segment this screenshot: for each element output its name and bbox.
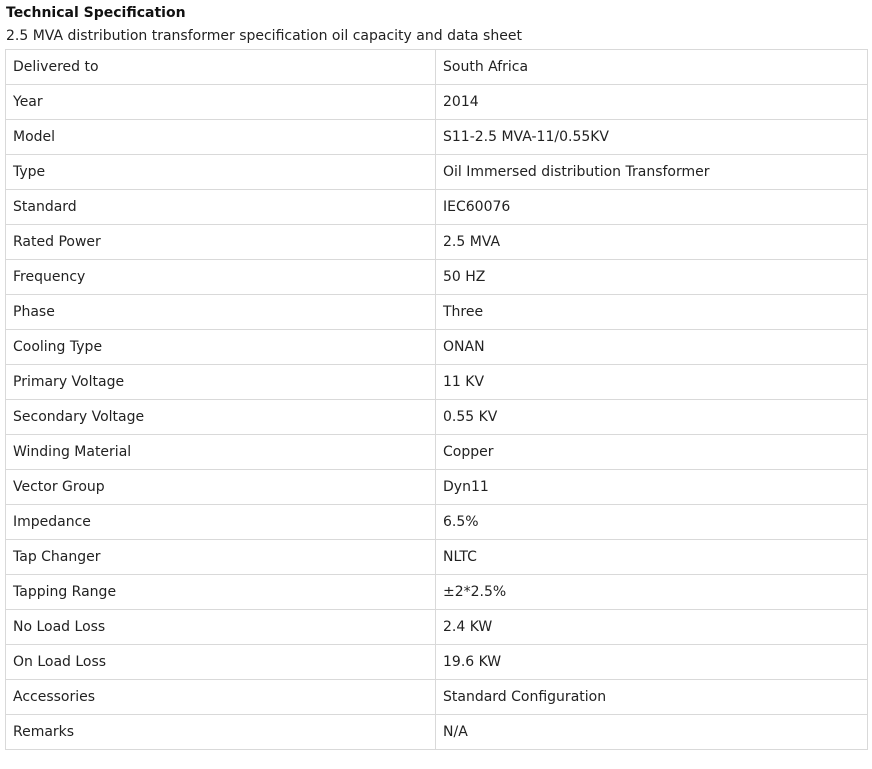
table-row (6, 680, 868, 715)
table-row (6, 190, 868, 225)
table-row (6, 470, 868, 505)
spec-label-cell: Rated Power (6, 225, 436, 260)
table-row (6, 540, 868, 575)
page-subtitle: 2.5 MVA distribution transformer specification oil capacity and data sheet (6, 28, 522, 44)
table-row (6, 260, 868, 295)
spec-label-cell: Tapping Range (6, 575, 436, 610)
spec-value-cell: 19.6 KW (436, 645, 868, 680)
table-row (6, 400, 868, 435)
spec-value-cell: 11 KV (436, 365, 868, 400)
spec-label-cell: Tap Changer (6, 540, 436, 575)
spec-label-cell: Impedance (6, 505, 436, 540)
table-row (6, 575, 868, 610)
spec-label-cell: Cooling Type (6, 330, 436, 365)
spec-label-cell: On Load Loss (6, 645, 436, 680)
spec-label-cell: Secondary Voltage (6, 400, 436, 435)
table-row (6, 715, 868, 750)
table-row (6, 50, 868, 85)
table-row (6, 155, 868, 190)
spec-label-cell: Primary Voltage (6, 365, 436, 400)
table-row (6, 505, 868, 540)
spec-table (5, 49, 868, 750)
table-row (6, 435, 868, 470)
spec-label-cell: No Load Loss (6, 610, 436, 645)
spec-value-cell: 6.5% (436, 505, 868, 540)
spec-value-cell: 50 HZ (436, 260, 868, 295)
spec-value-cell: Standard Configuration (436, 680, 868, 715)
spec-label-cell: Type (6, 155, 436, 190)
spec-label-cell: Phase (6, 295, 436, 330)
table-row (6, 120, 868, 155)
spec-label-cell: Accessories (6, 680, 436, 715)
table-row (6, 645, 868, 680)
spec-value-cell: Copper (436, 435, 868, 470)
spec-value-cell: ±2*2.5% (436, 575, 868, 610)
spec-label-cell: Year (6, 85, 436, 120)
spec-value-cell: S11-2.5 MVA-11/0.55KV (436, 120, 868, 155)
spec-value-cell: South Africa (436, 50, 868, 85)
table-row (6, 295, 868, 330)
table-row (6, 610, 868, 645)
spec-value-cell: IEC60076 (436, 190, 868, 225)
spec-label-cell: Frequency (6, 260, 436, 295)
spec-value-cell: Oil Immersed distribution Transformer (436, 155, 868, 190)
table-row (6, 365, 868, 400)
table-row (6, 330, 868, 365)
spec-value-cell: Three (436, 295, 868, 330)
spec-table-body (6, 50, 868, 750)
spec-label-cell: Delivered to (6, 50, 436, 85)
spec-value-cell: N/A (436, 715, 868, 750)
spec-label-cell: Remarks (6, 715, 436, 750)
spec-label-cell: Winding Material (6, 435, 436, 470)
spec-value-cell: 2014 (436, 85, 868, 120)
page-title: Technical Specification (6, 5, 186, 21)
spec-value-cell: ONAN (436, 330, 868, 365)
spec-label-cell: Model (6, 120, 436, 155)
table-row (6, 225, 868, 260)
spec-value-cell: 0.55 KV (436, 400, 868, 435)
spec-value-cell: 2.4 KW (436, 610, 868, 645)
spec-label-cell: Standard (6, 190, 436, 225)
table-row (6, 85, 868, 120)
spec-value-cell: NLTC (436, 540, 868, 575)
spec-value-cell: 2.5 MVA (436, 225, 868, 260)
spec-label-cell: Vector Group (6, 470, 436, 505)
spec-value-cell: Dyn11 (436, 470, 868, 505)
